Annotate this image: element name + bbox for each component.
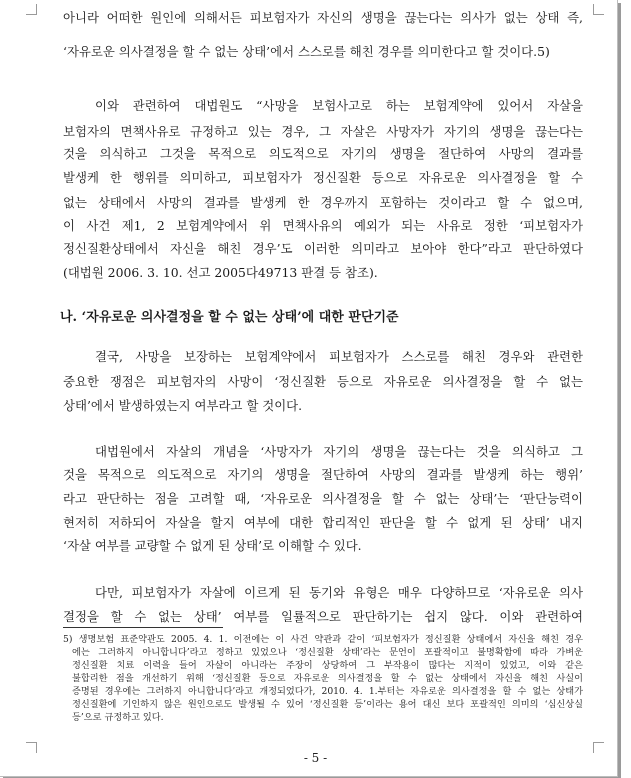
body-line: 결국, 사망을 보장하는 보험계약에서 피보험자가 스스로를 해친 경우와 관련한 [95, 349, 583, 364]
body-line: 없는 상태에서 사망의 결과를 발생케 한 경우까지 포함하는 것이라고 할 수 없으며, [63, 195, 583, 210]
footnote-line: 등’으로 규정하고 있다. [72, 712, 164, 723]
section-heading: 나. ‘자유로운 의사결정을 할 수 없는 상태’에 대한 판단기준 [60, 310, 399, 325]
body-line: 발생케 한 행위를 의미하고, 피보험자가 정신질환 등으로 자유로운 의사결정을 할 수 [63, 170, 583, 185]
footnote-line: 정신질환 치료 이력을 들어 자살이 아니라는 주장이 상당하여 그 부작용이 많다는 지적이 있었고, 이와 같은 [72, 660, 583, 671]
body-line: 아니라 어떠한 원인에 의해서든 피보험자가 자신의 생명을 끊는다는 의사가 없는 상태 즉, [63, 10, 583, 25]
body-line: 결정을 할 수 없는 상태’ 여부를 일률적으로 판단하기는 쉽지 않다. 이와 관련하여 [63, 609, 583, 624]
footnote-separator [63, 627, 223, 628]
body-line: 상태’에서 발생하였는지 여부라고 할 것이다. [63, 398, 303, 413]
footnote-line: 증명된 경우에는 그러하지 아니합니다’라고 개정되었다가, 2010. 4. 1.부터는 자유로운 의사결정을 할 수 없는 상태가 [72, 686, 583, 697]
body-line: 다만, 피보험자가 자살에 이르게 된 동기와 유형은 매우 다양하므로 ‘자유로운 의사 [95, 585, 583, 600]
crop-mark-top-left [26, 4, 37, 15]
body-line: 라고 판단하는 점을 고려할 때, ‘자유로운 의사결정을 할 수 없는 상태’는 ‘판단능력이 [63, 491, 583, 506]
body-line: 것을 목적으로 의도적으로 자기의 생명을 절단하여 사망의 결과를 발생케 하는 행위’ [63, 467, 583, 482]
page-number: - 5 - [303, 751, 328, 765]
body-line: ‘자살 여부를 교량할 수 없게 된 상태’로 이해할 수 있다. [63, 538, 362, 553]
body-line: 정신질환상태에서 자신을 해친 경우’도 이러한 의미라고 보아야 한다”라고 판단하였다 [63, 241, 583, 256]
body-line: 현저히 저하되어 자살을 할지 여부에 대한 합리적인 판단을 할 수 없게 된 상태’ 내지 [63, 515, 583, 530]
footnote-line: 5) 생명보험 표준약관도 2005. 4. 1. 이전에는 이 사건 약관과 같이 ‘피보험자가 정신질환 상태에서 자신을 해친 경우 [63, 634, 583, 645]
crop-mark-top-right [593, 4, 604, 15]
body-line: ‘자유로운 의사결정을 할 수 없는 상태’에서 스스로를 해친 경우를 의미한다고 할 것이다.5) [63, 44, 550, 59]
footnote-line: 정신질환에 기인하지 않은 원인으로도 발생될 수 있어 ‘정신질환 등’이라는 용어 대신 보다 포괄적인 의미의 ‘심신상실 [72, 699, 583, 710]
body-line: 것을 의식하고 그것을 목적으로 의도적으로 자기의 생명을 절단하여 사망의 결과를 [63, 146, 583, 161]
footnote-line: 에는 그러하지 아니합니다’라고 정하고 있었으나 ‘정신질환 상태’라는 문언이 포괄적이고 불명확함에 따라 가벼운 [72, 647, 583, 658]
footnote-line: 불합리한 점을 개선하기 위해 ‘정신질환 등으로 자유로운 의사결정을 할 수 없는 상태에서 자신을 해친 사실이 [72, 673, 583, 684]
body-line: 이와 관련하여 대법원도 “사망을 보험사고로 하는 보험계약에 있어서 자살을 [95, 98, 583, 113]
body-line: 보험자의 면책사유로 규정하고 있는 경우, 그 자살은 사망자가 자기의 생명을 끊는다는 [63, 124, 583, 139]
body-line: 중요한 쟁점은 피보험자의 사망이 ‘정신질환 등으로 자유로운 의사결정을 할 수 없는 [63, 374, 583, 389]
body-line: (대법원 2006. 3. 10. 선고 2005다49713 판결 등 참조). [63, 265, 378, 280]
body-line: 이 사건 제1, 2 보험계약에서 위 면책사유의 예외가 되는 사유로 정한 ‘피보험자가 [63, 218, 583, 233]
body-line: 대법원에서 자살의 개념을 ‘사망자가 자기의 생명을 끊는다는 것을 의식하고 그 [95, 444, 583, 459]
